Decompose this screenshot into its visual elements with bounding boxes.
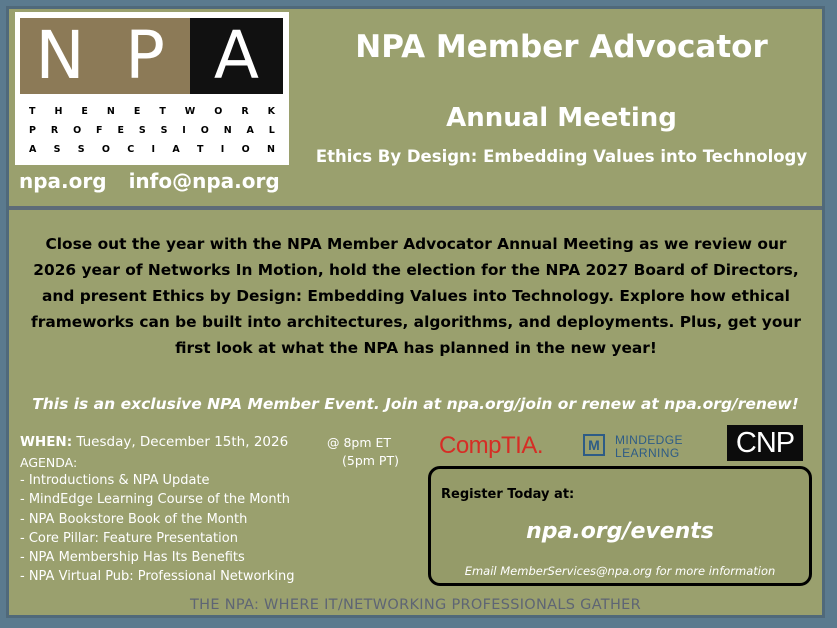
logo-tagline-letter: P	[29, 125, 36, 136]
logo-letter-n: N	[20, 18, 100, 94]
when-label: WHEN:	[20, 434, 73, 450]
contact-info	[19, 169, 302, 193]
logo-tagline-row	[29, 121, 275, 140]
logo-tagline-letter: O	[241, 144, 250, 155]
logo-tagline-letter: T	[159, 106, 166, 117]
logo-letter-a: A	[190, 18, 283, 94]
event-when	[20, 434, 288, 450]
intro-line: Close out the year with the NPA Member Advocator Annual Meeting as we review our	[45, 235, 787, 253]
logo-letters	[20, 18, 283, 94]
section-divider	[9, 206, 822, 210]
agenda-item: - NPA Membership Has Its Benefits	[20, 550, 245, 566]
register-link[interactable]: npa.org/events	[526, 519, 714, 544]
logo-tagline-letter: T	[29, 106, 36, 117]
logo-tagline-letter: N	[266, 144, 275, 155]
email-link[interactable]: info@npa.org	[128, 169, 280, 193]
logo-tagline-letter: O	[73, 125, 82, 136]
logo-tagline-row	[29, 140, 275, 159]
logo-tagline-letter: S	[138, 125, 146, 136]
logo-tagline-letter: S	[77, 144, 85, 155]
mindedge-logo	[583, 430, 703, 462]
register-box	[428, 466, 812, 586]
logo-tagline-letter: E	[133, 106, 141, 117]
logo-tagline-letter: A	[29, 144, 37, 155]
intro-line: frameworks can be built into architectures, algorithms, and deployments. Plus, get your	[31, 313, 801, 331]
event-theme: Ethics By Design: Embedding Values into Technology	[315, 147, 808, 166]
logo-tagline-letter: W	[184, 106, 196, 117]
event-time	[327, 434, 399, 470]
event-date: Tuesday, December 15th, 2026	[76, 434, 289, 450]
flyer	[6, 6, 825, 618]
npa-logo	[15, 12, 289, 165]
logo-tagline-letter: N	[106, 106, 115, 117]
agenda-item: - NPA Bookstore Book of the Month	[20, 511, 248, 527]
logo-tagline-row	[29, 102, 275, 121]
register-label: Register Today at:	[441, 487, 575, 502]
footer-tagline: THE NPA: WHERE IT/NETWORKING PROFESSIONALS GATHER	[189, 597, 641, 613]
logo-tagline-letter: A	[172, 144, 180, 155]
logo-tagline	[29, 102, 275, 159]
logo-tagline-letter: R	[50, 125, 59, 136]
intro-paragraph	[23, 231, 809, 361]
mindedge-text-line2: LEARNING	[615, 446, 680, 460]
website-link[interactable]: npa.org	[19, 169, 107, 193]
comptia-logo: CompTIA.	[439, 432, 544, 459]
logo-tagline-letter: H	[54, 106, 63, 117]
agenda-list	[20, 471, 294, 587]
logo-tagline-letter: K	[267, 106, 275, 117]
logo-tagline-letter: I	[220, 144, 225, 155]
logo-tagline-letter: I	[182, 125, 186, 136]
intro-line: 2026 year of Networks In Motion, hold the election for the NPA 2027 Board of Directors,	[33, 261, 799, 279]
intro-line: and present Ethics by Design: Embedding Values into Technology. Explore how ethical	[42, 287, 790, 305]
time-pt: (5pm PT)	[342, 453, 399, 468]
logo-tagline-letter: E	[117, 125, 124, 136]
logo-tagline-letter: T	[196, 144, 204, 155]
agenda-item: - NPA Virtual Pub: Professional Networking	[20, 569, 295, 585]
mindedge-mark-icon: M	[583, 434, 605, 456]
event-subtitle: Annual Meeting	[446, 103, 677, 133]
logo-letter-p: P	[100, 18, 190, 94]
logo-tagline-letter: N	[223, 125, 232, 136]
logo-tagline-letter: A	[246, 125, 254, 136]
time-et: @ 8pm ET	[327, 435, 392, 450]
logo-tagline-letter: I	[151, 144, 156, 155]
logo-tagline-letter: R	[241, 106, 249, 117]
logo-tagline-letter: L	[268, 125, 275, 136]
logo-tagline-letter: C	[127, 144, 135, 155]
logo-tagline-letter: S	[53, 144, 61, 155]
register-email-note: Email MemberServices@npa.org for more information	[464, 564, 776, 578]
logo-tagline-letter: E	[81, 106, 88, 117]
event-title: NPA Member Advocator	[355, 29, 768, 65]
logo-tagline-letter: S	[160, 125, 168, 136]
logo-tagline-letter: F	[96, 125, 103, 136]
agenda-heading: AGENDA:	[20, 455, 78, 470]
agenda-item: - Introductions & NPA Update	[20, 473, 210, 488]
agenda-item: - Core Pillar: Feature Presentation	[20, 530, 238, 546]
intro-line: first look at what the NPA has planned in the new year!	[175, 339, 657, 357]
mindedge-text-line1: MINDEDGE	[615, 433, 683, 447]
logo-tagline-letter: O	[214, 106, 223, 117]
logo-tagline-letter: O	[200, 125, 209, 136]
logo-tagline-letter: O	[101, 144, 110, 155]
agenda-item: - MindEdge Learning Course of the Month	[20, 492, 290, 508]
cnp-logo: CNP	[727, 425, 803, 461]
exclusive-notice: This is an exclusive NPA Member Event. Join at npa.org/join or renew at npa.org/renew!	[32, 395, 799, 413]
